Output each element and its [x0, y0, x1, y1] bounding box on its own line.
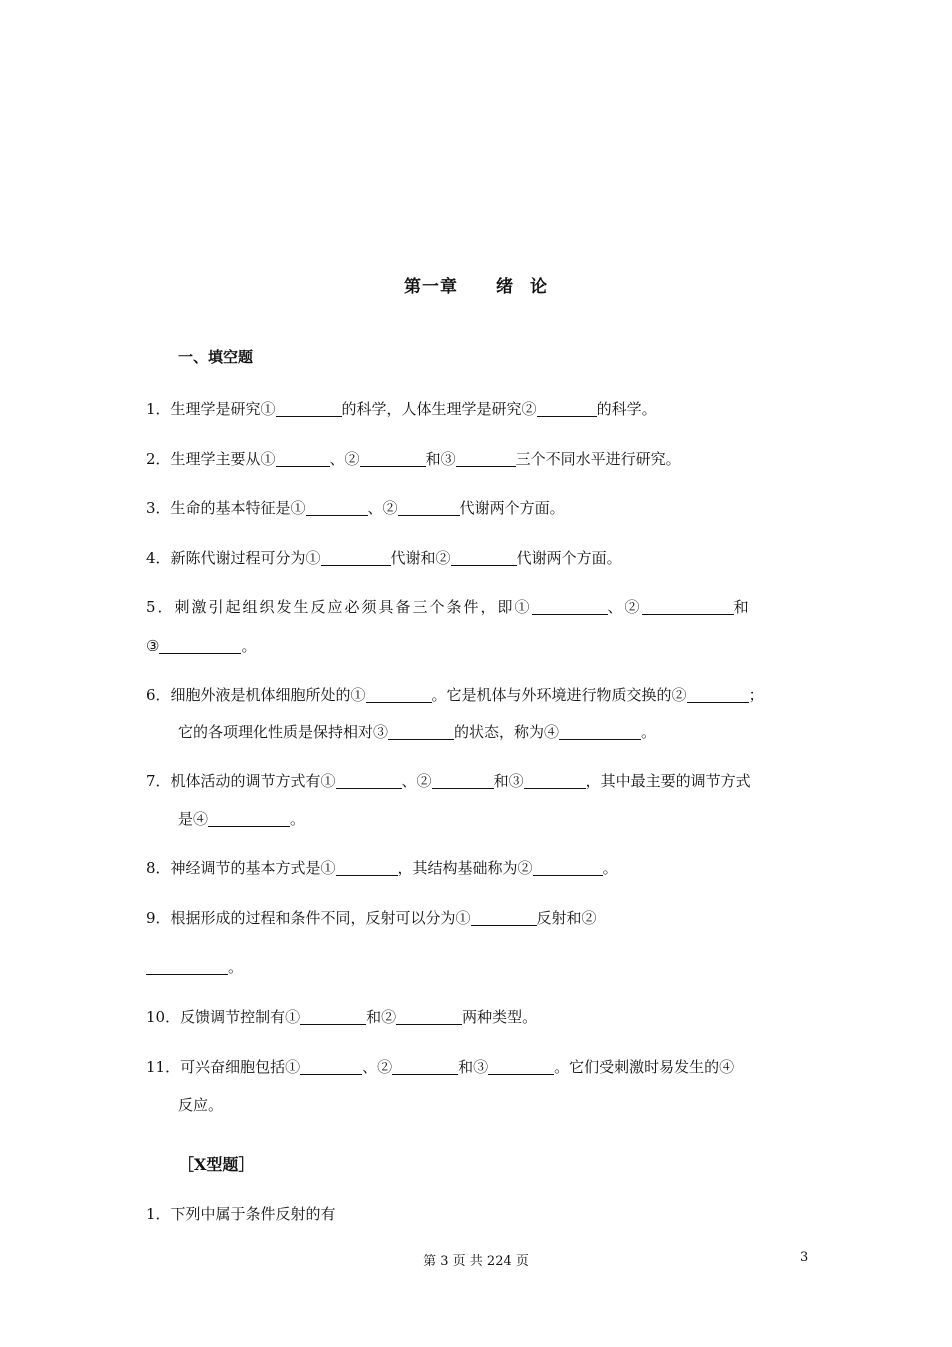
question-11: [146, 1056, 734, 1078]
q8-text-b: ，其结构基础称为②: [397, 859, 533, 877]
answer-blank: [300, 1058, 362, 1075]
q2-text-a: 2．生理学主要从①: [146, 450, 276, 468]
q9-text-c: 。: [228, 958, 244, 976]
answer-blank: [336, 772, 402, 789]
q1-text-b: 的科学，人体生理学是研究②: [341, 400, 537, 418]
q8-text-c: 。: [602, 859, 618, 877]
answer-blank: [321, 549, 391, 566]
q11-text-a: 11．可兴奋细胞包括①: [146, 1058, 301, 1076]
answer-blank: [456, 450, 516, 467]
q8-text-a: 8．神经调节的基本方式是①: [146, 859, 336, 877]
q6-text-f: 。: [641, 723, 657, 741]
answer-blank: [524, 772, 586, 789]
q2-text-d: 三个不同水平进行研究。: [515, 450, 681, 468]
q5-text-d: ③: [146, 637, 160, 655]
question-7-line-2: [178, 808, 305, 830]
question-9: [146, 907, 597, 929]
q3-text-a: 3．生命的基本特征是①: [146, 499, 306, 517]
section-heading-x-type: ［X型题］: [178, 1155, 255, 1174]
q4-text-b: 代谢和②: [390, 549, 451, 567]
page-footer: 第 3 页 共 224 页: [423, 1254, 529, 1269]
question-5: [146, 596, 751, 618]
question-2: [146, 448, 681, 470]
q10-text-c: 两种类型。: [462, 1008, 538, 1026]
chapter-title: [0, 272, 952, 297]
q10-text-b: 和②: [366, 1008, 397, 1026]
q4-text-a: 4．新陈代谢过程可分为①: [146, 549, 321, 567]
page-number: 3: [800, 1250, 809, 1265]
q11-text-c: 和③: [458, 1058, 489, 1076]
q7-text-a: 7．机体活动的调节方式有①: [146, 772, 336, 790]
chapter-title-char-2: 论: [530, 277, 548, 297]
x-question-1: 1．下列中属于条件反射的有: [146, 1205, 336, 1223]
answer-blank: [276, 400, 342, 417]
answer-blank: [488, 1058, 554, 1075]
question-3: [146, 497, 565, 519]
answer-blank: [360, 450, 426, 467]
q7-text-e: 是④: [178, 810, 209, 828]
q5-text-e: 。: [241, 637, 257, 655]
q6-text-a: 6．细胞外液是机体细胞所处的①: [146, 686, 366, 704]
answer-blank: [559, 723, 641, 740]
question-4: [146, 547, 622, 569]
question-5-line-2: [146, 635, 256, 657]
answer-blank: [276, 450, 330, 467]
answer-blank: [471, 909, 537, 926]
answer-blank: [537, 400, 597, 417]
q7-text-d: ，其中最主要的调节方式: [585, 772, 751, 790]
q2-text-b: 、②: [329, 450, 360, 468]
q3-text-c: 代谢两个方面。: [459, 499, 565, 517]
chapter-title-char-1: 绪: [496, 277, 514, 297]
answer-blank: [306, 499, 368, 516]
answer-blank: [533, 859, 603, 876]
answer-blank: [432, 772, 494, 789]
answer-blank: [396, 1008, 462, 1025]
q7-text-b: 、②: [401, 772, 432, 790]
question-10: [146, 1006, 537, 1028]
q6-text-b: 。它是机体与外环境进行物质交换的②: [431, 686, 687, 704]
q4-text-c: 代谢两个方面。: [516, 549, 622, 567]
answer-blank: [388, 723, 454, 740]
answer-blank: [300, 1008, 366, 1025]
answer-blank: [451, 549, 517, 566]
question-8: [146, 857, 618, 879]
q5-text-a: 5．刺激引起组织发生反应必须具备三个条件，即①: [146, 598, 532, 616]
answer-blank: [392, 1058, 458, 1075]
chapter-label: 第一章: [404, 277, 458, 297]
answer-blank: [366, 686, 432, 703]
q11-text-d: 。它们受刺激时易发生的④: [554, 1058, 735, 1076]
q6-text-c: ；: [748, 686, 764, 704]
answer-blank: [159, 637, 241, 654]
q2-text-c: 和③: [425, 450, 456, 468]
q7-text-c: 和③: [493, 772, 524, 790]
section-heading-fill-blank: 一、填空题: [178, 348, 254, 366]
answer-blank: [208, 810, 290, 827]
q6-text-e: 的状态，称为④: [454, 723, 560, 741]
answer-blank: [146, 958, 228, 975]
question-9-line-2: [146, 956, 243, 978]
answer-blank: [336, 859, 398, 876]
answer-blank: [642, 598, 734, 615]
q3-text-b: 、②: [367, 499, 398, 517]
q1-text-a: 1．生理学是研究①: [146, 400, 276, 418]
question-1: [146, 398, 657, 420]
question-7: [146, 770, 751, 792]
q6-text-d: 它的各项理化性质是保持相对③: [178, 723, 389, 741]
answer-blank: [532, 598, 608, 615]
question-11-line-2: [178, 1094, 223, 1116]
answer-blank: [687, 686, 749, 703]
q10-text-a: 10．反馈调节控制有①: [146, 1008, 301, 1026]
q9-text-a: 9．根据形成的过程和条件不同，反射可以分为①: [146, 909, 471, 927]
q9-text-b: 反射和②: [536, 909, 597, 927]
q5-text-c: 和: [733, 598, 751, 616]
q1-text-c: 的科学。: [596, 400, 657, 418]
answer-blank: [398, 499, 460, 516]
q11-text-e: 反应。: [178, 1096, 224, 1114]
q7-text-f: 。: [290, 810, 306, 828]
question-6-line-2: [178, 721, 656, 743]
q11-text-b: 、②: [362, 1058, 393, 1076]
question-6: [146, 684, 764, 706]
q5-text-b: 、②: [607, 598, 642, 616]
